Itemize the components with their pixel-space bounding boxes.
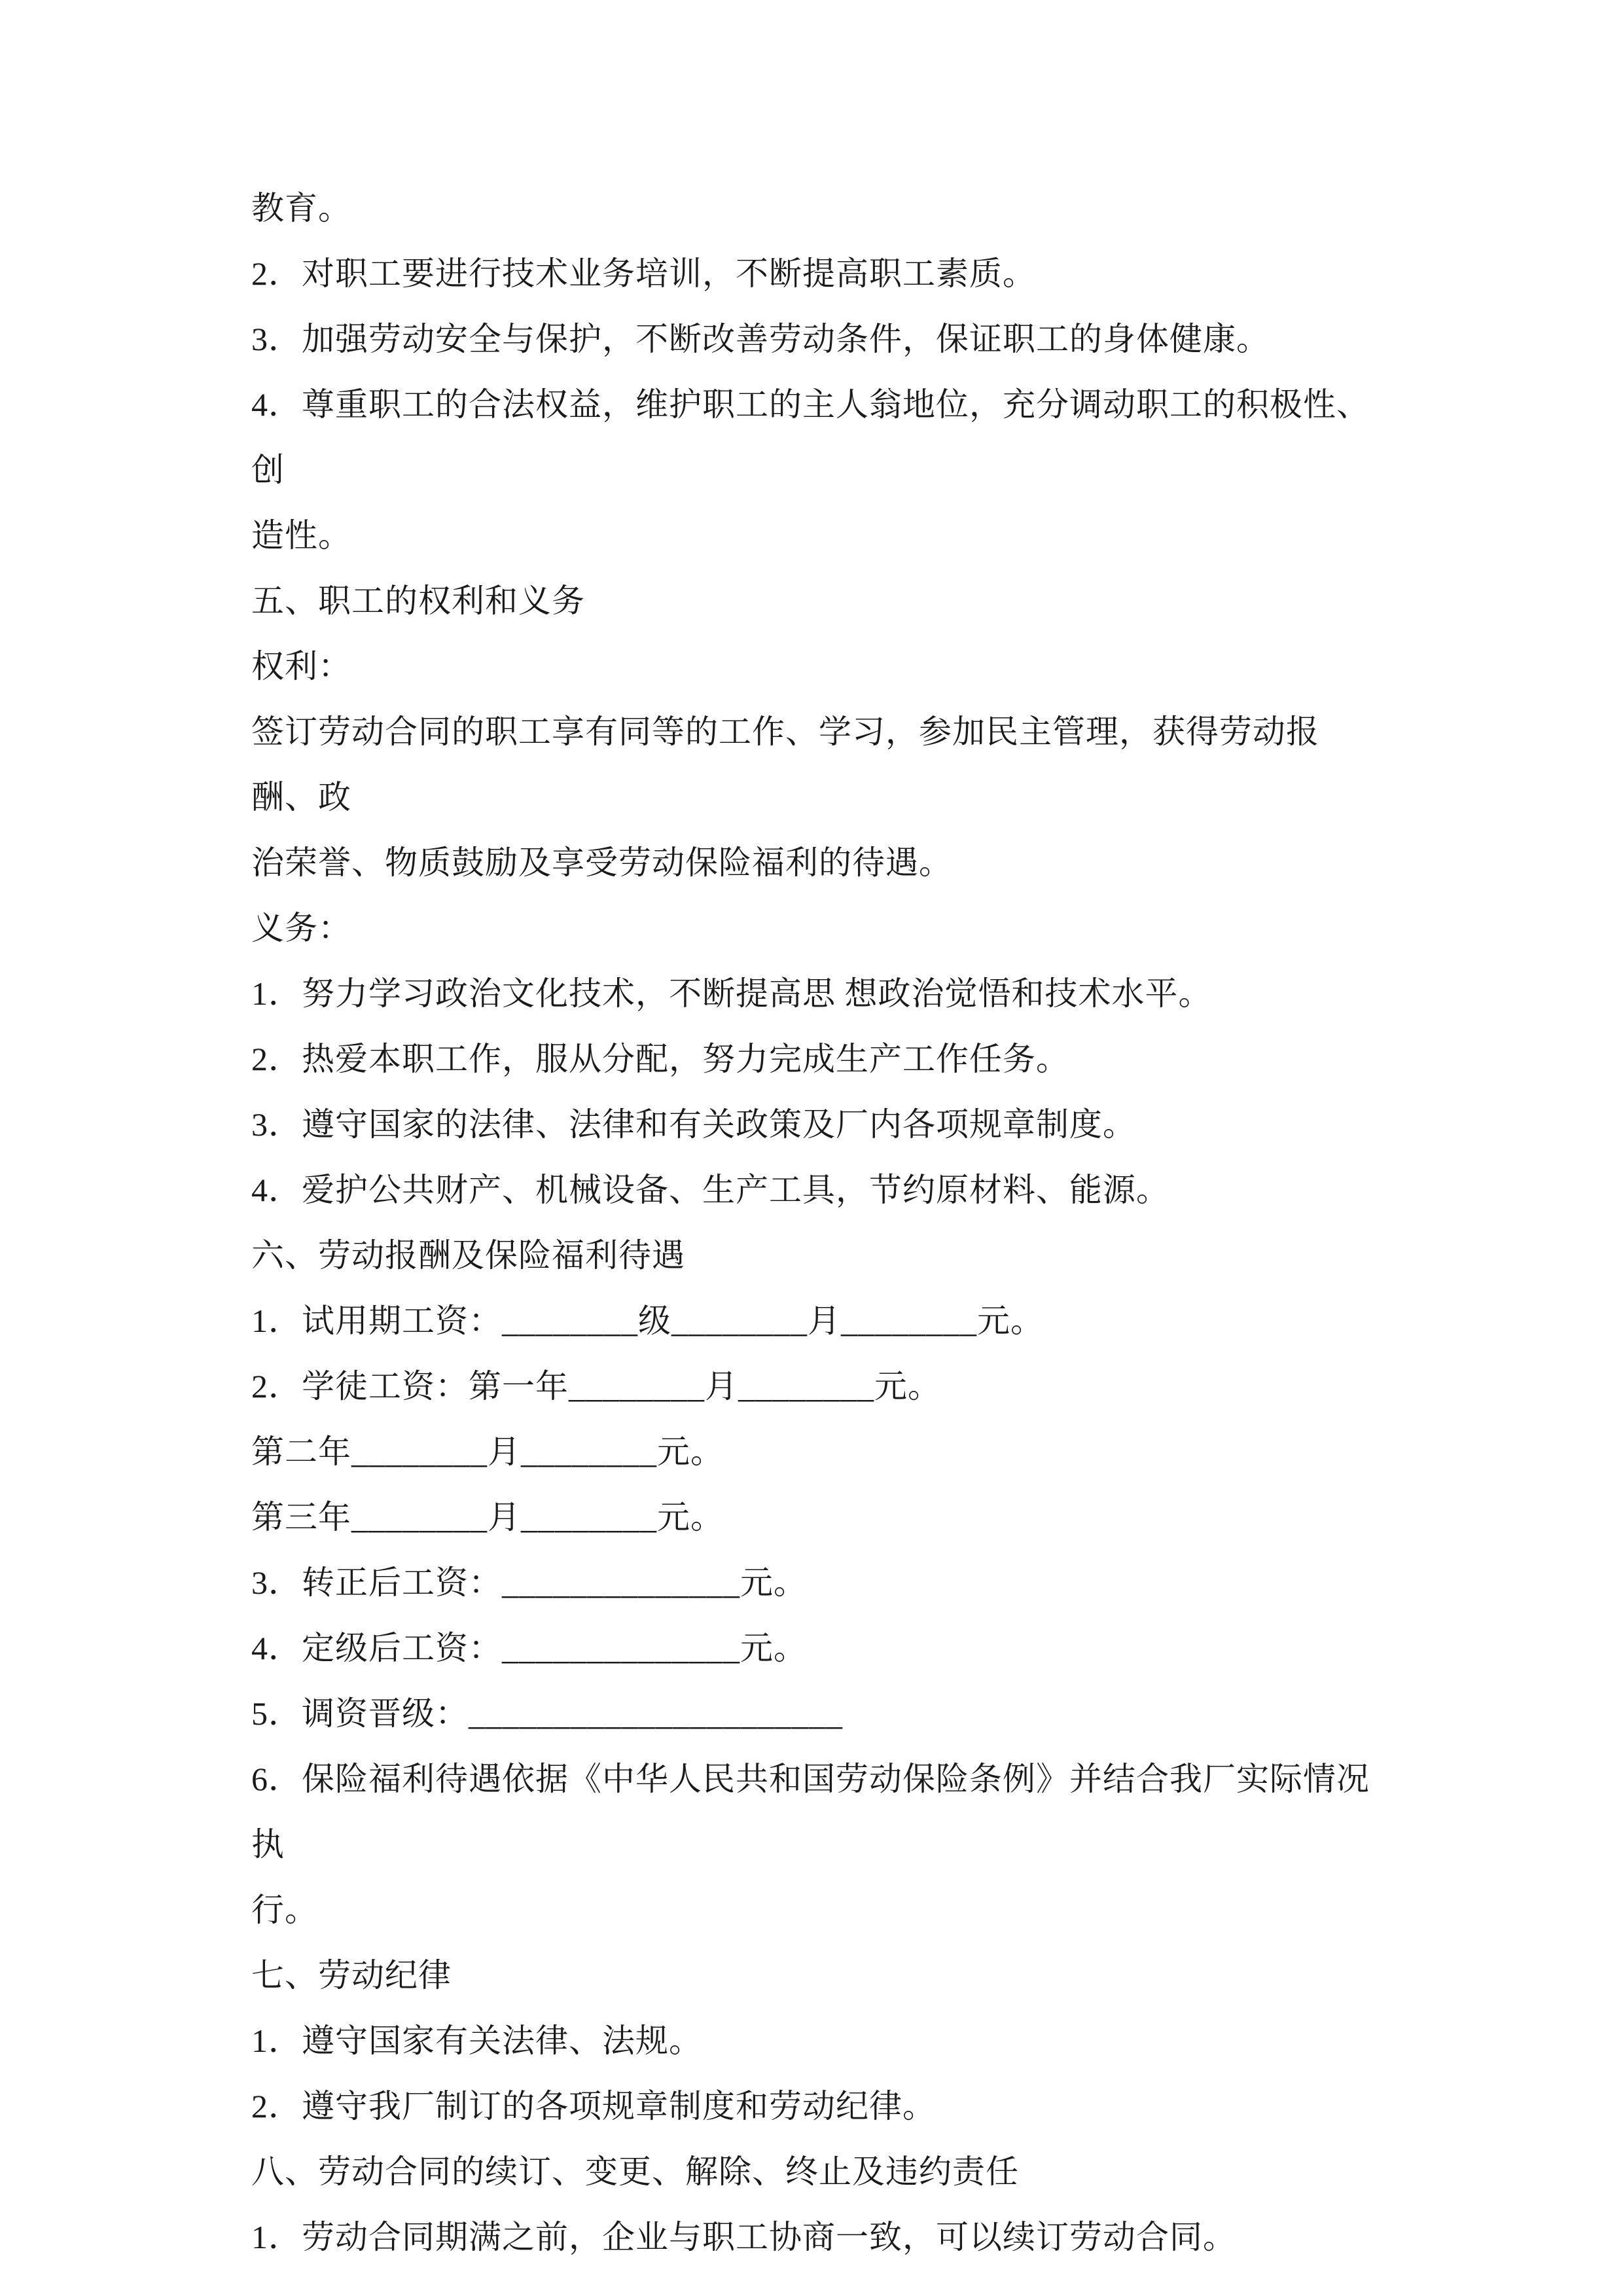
blank-fill-line: 2．学徒工资：第一年________月________元。 xyxy=(251,1368,941,1405)
section-heading: 八、劳动合同的续订、变更、解除、终止及违约责任 xyxy=(251,2153,1019,2190)
blank-fill-line: 4．定级后工资：______________元。 xyxy=(251,1630,807,1666)
section-heading: 六、劳动报酬及保险福利待遇 xyxy=(251,1237,685,1274)
text-line: 4．爱护公共财产、机械设备、生产工具，节约原材料、能源。 xyxy=(251,1172,1169,1208)
blank-fill-line: 1．试用期工资：________级________月________元。 xyxy=(251,1302,1044,1339)
section-heading: 七、劳动纪律 xyxy=(251,1957,452,1994)
text-line: 教育。 xyxy=(251,190,351,226)
text-line: 2．对职工要进行技术业务培训，不断提高职工素质。 xyxy=(251,255,1036,292)
text-line: 1．劳动合同期满之前，企业与职工协商一致，可以续订劳动合同。 xyxy=(251,2219,1236,2255)
text-line: 6．保险福利待遇依据《中华人民共和国劳动保险条例》并结合我厂实际情况执 xyxy=(251,1761,1370,1863)
blank-fill-line: 第三年________月________元。 xyxy=(251,1499,724,1535)
blank-fill-line: 5．调资晋级：______________________ xyxy=(251,1695,843,1732)
blank-fill-line: 3．转正后工资：______________元。 xyxy=(251,1564,807,1601)
text-line: 签订劳动合同的职工享有同等的工作、学习，参加民主管理，获得劳动报酬、政 xyxy=(251,713,1319,816)
text-line: 2．遵守我厂制订的各项规章制度和劳动纪律。 xyxy=(251,2088,936,2125)
text-line: 行。 xyxy=(251,1892,318,1928)
text-line: 义务： xyxy=(251,910,351,946)
blank-fill-line: 第二年________月________元。 xyxy=(251,1433,724,1470)
text-line: 造性。 xyxy=(251,517,351,554)
section-heading: 五、职工的权利和义务 xyxy=(251,583,585,619)
text-line: 权利： xyxy=(251,648,351,685)
text-line: 4．尊重职工的合法权益，维护职工的主人翁地位，充分调动职工的积极性、创 xyxy=(251,386,1370,488)
text-line: 1．努力学习政治文化技术，不断提高思 想政治觉悟和技术水平。 xyxy=(251,975,1212,1012)
text-line: 3．遵守国家的法律、法律和有关政策及厂内各项规章制度。 xyxy=(251,1106,1136,1143)
text-line: 2．热爱本职工作，服从分配，努力完成生产工作任务。 xyxy=(251,1041,1069,1077)
text-line: 治荣誉、物质鼓励及享受劳动保险福利的待遇。 xyxy=(251,844,952,881)
text-line: 1．遵守国家有关法律、法规。 xyxy=(251,2022,702,2059)
text-line: 3．加强劳动安全与保护，不断改善劳动条件，保证职工的身体健康。 xyxy=(251,321,1270,357)
